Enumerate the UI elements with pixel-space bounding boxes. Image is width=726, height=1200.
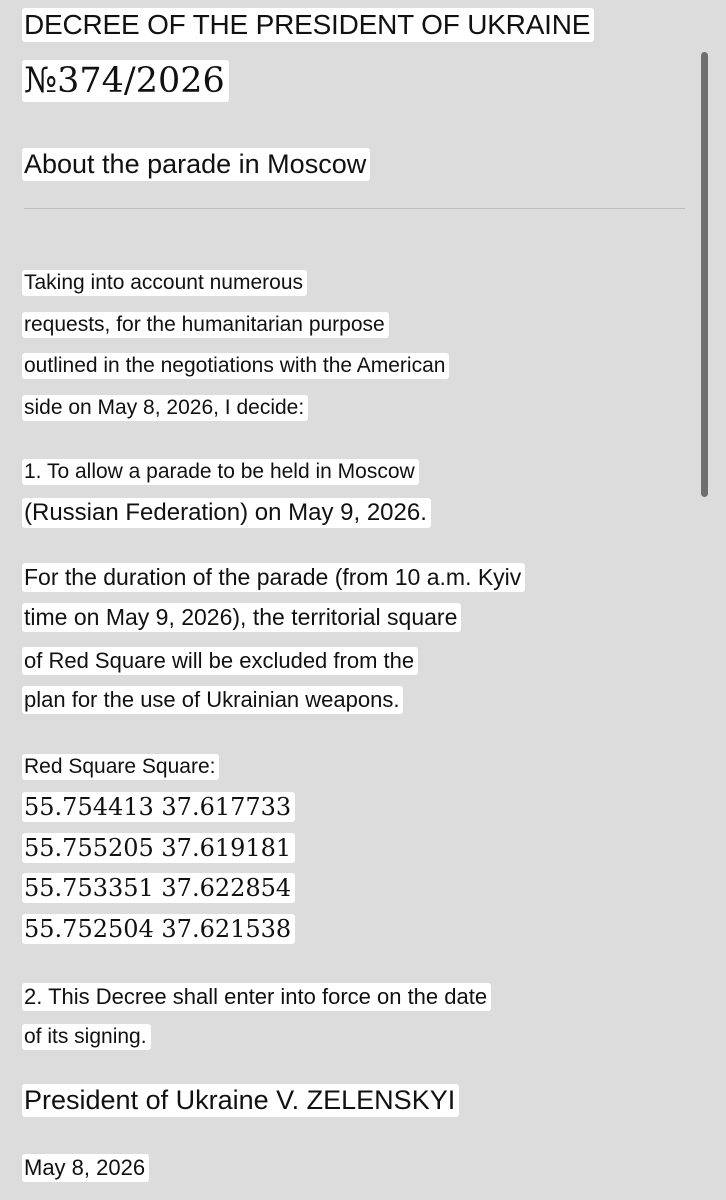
duration-line: time on May 9, 2026), the territorial square	[22, 603, 461, 632]
decree-header	[22, 8, 594, 42]
decree-number-text: №374/2026	[22, 60, 229, 102]
intro-line: outlined in the negotiations with the American	[22, 353, 449, 379]
duration-line: of Red Square will be excluded from the	[22, 647, 418, 675]
decree-subject	[22, 148, 370, 181]
item-1-line: 1. To allow a parade to be held in Moscow	[22, 459, 419, 485]
item-2-line: of its signing.	[22, 1024, 151, 1050]
coordinates-label: Red Square Square:	[22, 754, 219, 780]
duration-line: For the duration of the parade (from 10 a.m. Kyiv	[22, 563, 525, 592]
coordinate-pair: 55.755205 37.619181	[22, 833, 295, 863]
intro-line: side on May 8, 2026, I decide:	[22, 395, 308, 421]
signature	[22, 1084, 459, 1117]
item-1-line: (Russian Federation) on May 9, 2026.	[22, 498, 431, 528]
intro-line: requests, for the humanitarian purpose	[22, 312, 389, 338]
decree-number	[22, 60, 229, 102]
item-2-line: 2. This Decree shall enter into force on the date	[22, 983, 491, 1011]
scrollbar-thumb[interactable]	[701, 52, 708, 497]
coordinate-pair: 55.752504 37.621538	[22, 914, 295, 944]
decree-header-text: DECREE OF THE PRESIDENT OF UKRAINE	[22, 8, 594, 42]
decree-date-text: May 8, 2026	[22, 1154, 149, 1182]
decree-date	[22, 1154, 149, 1182]
duration-line: plan for the use of Ukrainian weapons.	[22, 686, 403, 714]
coordinate-pair: 55.754413 37.617733	[22, 792, 295, 822]
divider	[24, 208, 685, 209]
coordinate-pair: 55.753351 37.622854	[22, 873, 295, 903]
decree-subject-text: About the parade in Moscow	[22, 148, 370, 181]
intro-line: Taking into account numerous	[22, 270, 307, 296]
signature-text: President of Ukraine V. ZELENSKYI	[22, 1084, 459, 1117]
